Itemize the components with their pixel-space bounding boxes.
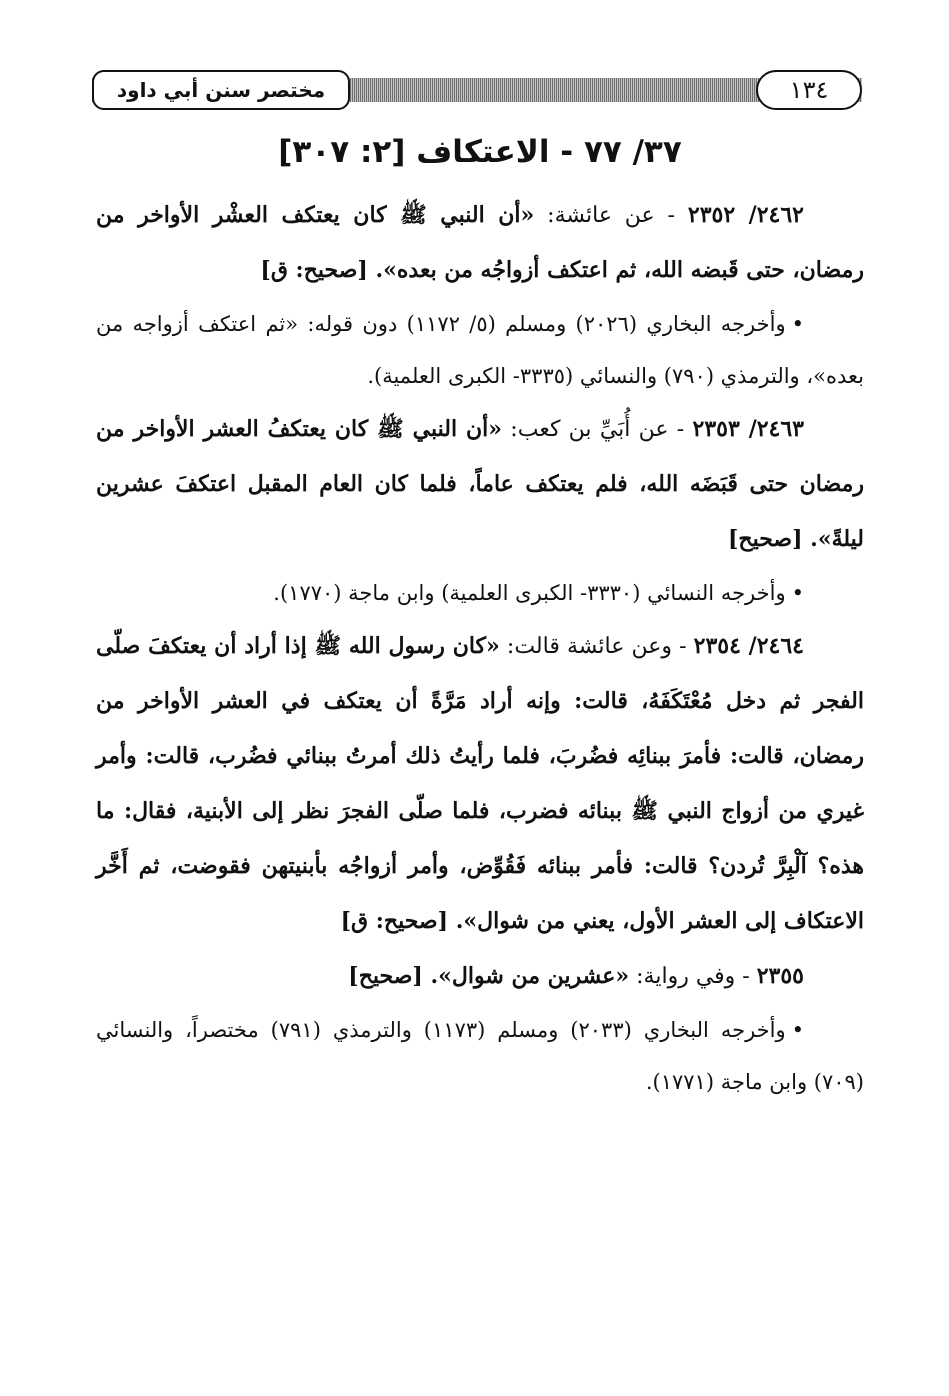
hadith-text: «كان رسول الله ﷺ إذا أراد أن يعتكفَ صلّى الفجر ثم دخل مُعْتَكَفَهُ، قالت: وإنه أراد مَرَّةً أن يعتكف في العشر الأواخر من رمضان، قالت: فأمرَ ببنائِه فضُربَ، فلما رأيتُ ذلك أمرتُ ببنائي فضُرب، قالت: وأمر غيري من أزواج النبي ﷺ ببنائه فضرب، فلما صلّى الفجرَ نظر إلى الأبنية، فقال: ما هذه؟ آلْبِرَّ تُردن؟ قالت: فأمر ببنائه فَقُوِّض، وأمر أزواجُه بأبنيتهن فقوضت، ثم أَخَّر الاعتكاف إلى العشر الأول، يعني من شوال». <box>96 633 864 934</box>
hadith-paragraph <box>96 402 864 567</box>
takhrij-text: وأخرجه البخاري (٢٠٣٣) ومسلم (١١٧٣) والترمذي (٧٩١) مختصراً، والنسائي (٧٠٩) وابن ماجة (١٧٧١). <box>96 1018 864 1094</box>
hadith-text: «أن النبي ﷺ كان يعتكف العشْر الأواخر من رمضان، حتى قَبضه الله، ثم اعتكف أزواجُه من بعده». <box>96 202 864 283</box>
bullet-icon: • <box>791 1018 805 1042</box>
takhrij-note <box>96 567 864 619</box>
hadith-number: ٢٤٦٢/ ٢٣٥٢ <box>687 202 804 228</box>
hadith-text: «أن النبي ﷺ كان يعتكفُ العشر الأواخر من رمضان حتى قَبَضَه الله، فلم يعتكف عاماً، فلما كان العام المقبل اعتكفَ عشرين ليلةً». <box>96 416 864 552</box>
hadith-narrator: - وعن عائشة قالت: <box>499 634 694 659</box>
hadith-narrator: - وفي رواية: <box>629 964 757 989</box>
hadith-paragraph <box>96 188 864 298</box>
book-title-box <box>92 70 350 110</box>
hadith-number: ٢٣٥٥ <box>756 963 804 989</box>
hadith-narrator: - عن عائشة: <box>534 203 688 228</box>
bullet-icon: • <box>791 312 804 336</box>
hadith-paragraph <box>96 949 864 1004</box>
hadith-text: «عشرين من شوال». <box>430 963 630 989</box>
page-body <box>96 188 864 1108</box>
page-header <box>92 70 862 112</box>
hadith-grade: [صحيح] <box>348 963 431 989</box>
bullet-icon: • <box>791 581 804 605</box>
hadith-number: ٢٤٦٤/ ٢٣٥٤ <box>693 633 804 659</box>
takhrij-text: وأخرجه البخاري (٢٠٢٦) ومسلم (٥/ ١١٧٢) دون قوله: «ثم اعتكف أزواجه من بعده»، والترمذي (٧٩٠) والنسائي (٣٣٣٥- الكبرى العلمية). <box>96 312 864 388</box>
page-number: ١٣٤ <box>789 76 829 104</box>
hadith-grade: [صحيح] <box>727 526 811 552</box>
chapter-title: ٣٧/ ٧٧ - الاعتكاف [٢: ٣٠٧] <box>278 134 682 170</box>
hadith-grade: [صحيح: ق] <box>260 257 376 283</box>
hadith-narrator: - عن أُبَيِّ بن كعب: <box>502 417 693 442</box>
book-title: مختصر سنن أبي داود <box>116 78 326 102</box>
takhrij-note <box>96 1004 864 1108</box>
takhrij-text: وأخرجه النسائي (٣٣٣٠- الكبرى العلمية) وابن ماجة (١٧٧٠). <box>273 581 786 605</box>
page-number-box <box>756 70 862 110</box>
hadith-number: ٢٤٦٣/ ٢٣٥٣ <box>692 416 804 442</box>
hadith-paragraph <box>96 619 864 949</box>
hadith-grade: [صحيح: ق] <box>340 908 456 934</box>
takhrij-note <box>96 298 864 402</box>
